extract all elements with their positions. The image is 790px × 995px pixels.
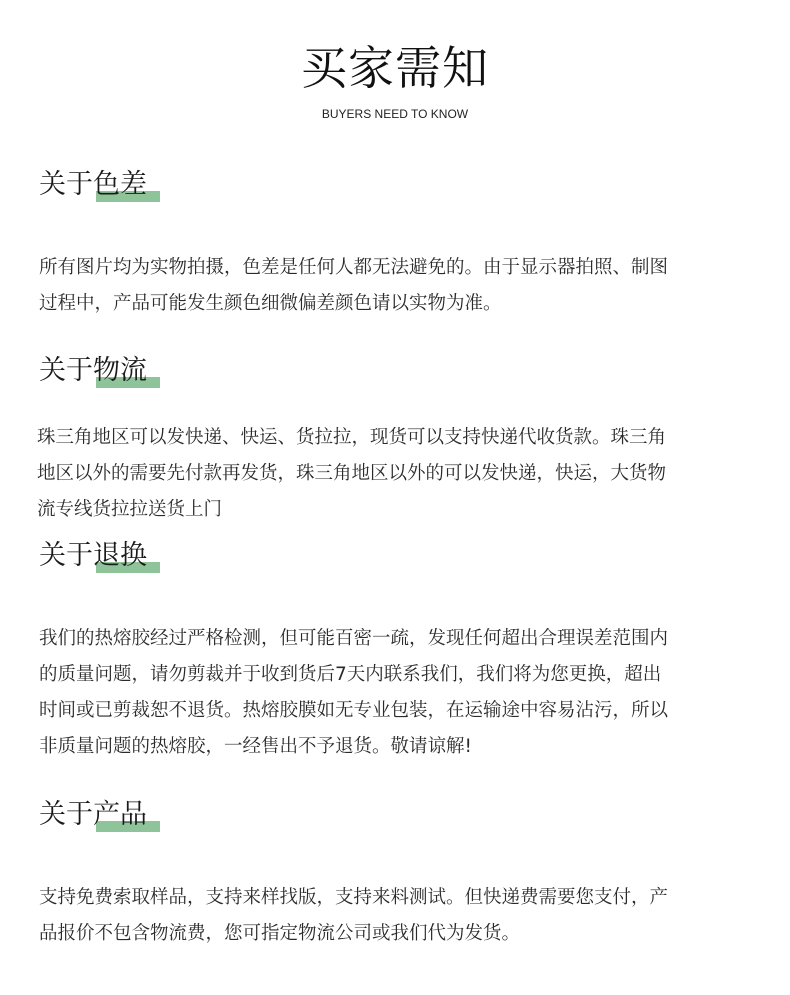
section-heading-text: 关于色差 [39, 169, 147, 200]
section-paragraph-returns [39, 621, 668, 765]
page-subtitle: BUYERS NEED TO KNOW [321, 107, 469, 121]
paragraph-line: 非质量问题的热熔胶，一经售出不予退货。敬请谅解! [39, 736, 472, 757]
paragraph-line: 我们的热熔胶经过严格检测，但可能百密一疏，发现任何超出合理误差范围内 [39, 628, 669, 649]
section-paragraph-products [39, 880, 668, 952]
paragraph-line: 时间或已剪裁恕不退货。热熔胶膜如无专业包装，在运输途中容易沾污，所以 [39, 700, 669, 721]
paragraph-line: 过程中，产品可能发生颜色细微偏差颜色请以实物为准。 [39, 293, 502, 314]
paragraph-line: 品报价不包含物流费，您可指定物流公司或我们代为发货。 [39, 923, 521, 944]
paragraph-line: 流专线货拉拉送货上门 [37, 499, 223, 520]
paragraph-line: 所有图片均为实物拍摄，色差是任何人都无法避免的。由于显示器拍照、制图 [39, 257, 669, 278]
paragraph-line: 地区以外的需要先付款再发货，珠三角地区以外的可以发快递，快运，大货物 [37, 463, 667, 484]
section-heading-text: 关于产品 [39, 799, 147, 830]
section-heading-text: 关于退换 [39, 540, 147, 571]
section-paragraph-color-difference [39, 250, 668, 322]
section-paragraph-logistics [37, 420, 666, 528]
section-heading-text: 关于物流 [39, 355, 147, 386]
paragraph-line: 珠三角地区可以发快递、快运、货拉拉，现货可以支持快递代收货款。珠三角 [37, 427, 667, 448]
paragraph-line: 支持免费索取样品，支持来样找版，支持来料测试。但快递费需要您支付，产 [39, 887, 669, 908]
paragraph-line: 的质量问题，请勿剪裁并于收到货后7天内联系我们，我们将为您更换，超出 [39, 664, 662, 685]
page-title: 买家需知 [301, 41, 489, 95]
